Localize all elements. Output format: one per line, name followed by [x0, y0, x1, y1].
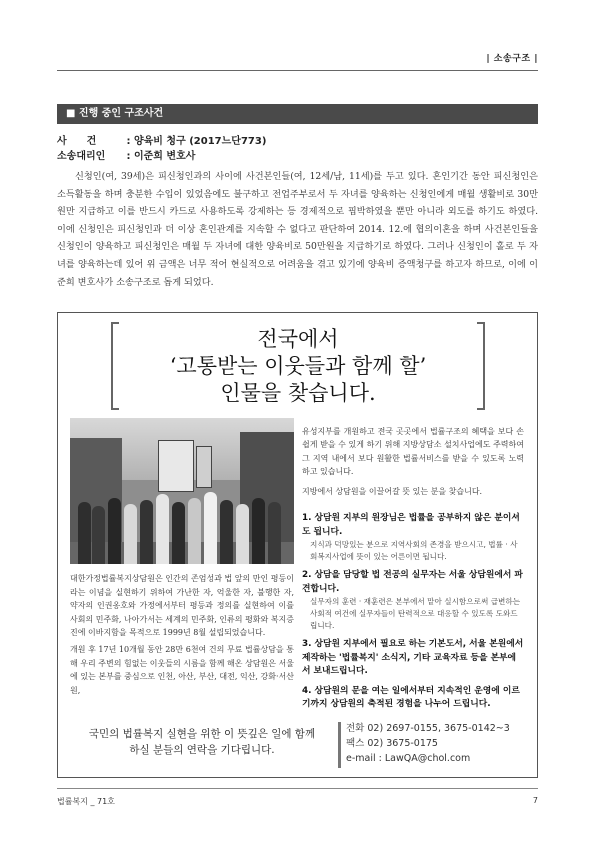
photo-person [268, 502, 281, 564]
case-row: 사 건 : 양육비 청구 (2017느단773) [57, 136, 267, 147]
item-title: 4. 상담원의 문을 여는 일에서부터 지속적인 운영에 이르기까지 상담원의 축적된 경험을 나누어 드립니다. [302, 685, 520, 709]
photo-person [140, 500, 153, 564]
ad-right-paragraph: 유성지부를 개원하고 전국 곳곳에서 법률구조의 혜택을 보다 손쉽게 받을 수 있게 하기 위해 지방상담소 설치사업에도 주력하여 그 지역 내에서 보다 원활한 법률서비스를 받을 수 있도록 노력하고 있습니다. [302, 427, 524, 477]
photo-signboard [158, 440, 194, 492]
item-description: 지식과 덕망있는 분으로 지역사회의 존경을 받으시고, 법률 · 사회복지사업에 뜻이 있는 어른이면 됩니다. [310, 540, 518, 561]
headline-line-3: 인물을 찾습니다. [220, 381, 376, 405]
footer-rule [57, 788, 538, 789]
agent-row: 소송대리인 : 이준희 변호사 [57, 151, 196, 162]
ad-left-paragraph: 대한가정법률복지상담원은 인간의 존엄성과 법 앞의 만인 평등이라는 이념을 실현하기 위하여 가난한 자, 억울한 자, 불행한 자, 약자의 인권옹호와 가정에서부터 평등과 정의를 실현하여 이를 사회의 민주화, 나아가서는 세계의 민주화, 인류의 평화와 복지증진에 이바지함을 목적으로 1999년 8월 설립되었습니다. [70, 574, 294, 638]
ad-right-column [302, 425, 524, 504]
header-rule [57, 70, 538, 71]
photo-person [172, 502, 185, 564]
contact-phone: 전화 02) 2697-0155, 3675-0142~3 [346, 723, 510, 734]
contact-email[interactable]: e-mail : LawQA@chol.com [346, 753, 471, 764]
list-item [302, 685, 524, 712]
ad-item-list [302, 512, 524, 718]
photo-person [204, 492, 217, 564]
section-title: ■ 진행 중인 구조사건 [57, 104, 538, 124]
list-item [302, 638, 524, 679]
case-label: 사 건 [57, 136, 97, 147]
ad-headline [111, 326, 485, 407]
section-tag: | 소송구조 | [486, 54, 538, 64]
photo-person [188, 498, 201, 564]
photo-person [108, 498, 121, 564]
item-title: 3. 상담원 지부에서 필요로 하는 기본도서, 서울 본원에서 제작하는 '법률복지' 소식지, 기타 교육자료 등을 본부에서 보내드립니다. [302, 639, 524, 676]
headline-line-1: 전국에서 [257, 327, 339, 351]
item-title: 2. 상담을 담당할 법 전공의 실무자는 서울 상담원에서 파견합니다. [302, 570, 523, 594]
ad-left-column [70, 572, 294, 700]
agent-value: 이준희 변호사 [133, 151, 196, 162]
contact-divider [338, 722, 341, 768]
photo-person [220, 500, 233, 564]
group-photo [70, 418, 294, 564]
agent-label: 소송대리인 [57, 151, 106, 162]
case-value: 양육비 청구 (2017느단773) [133, 136, 267, 147]
photo-person [252, 498, 265, 564]
ad-right-paragraph: 지방에서 상담원을 이끌어갈 뜻 있는 분을 찾습니다. [302, 486, 483, 496]
photo-person [156, 494, 169, 564]
footer-publication: 법률복지 _ 71호 [57, 797, 115, 806]
photo-person [92, 506, 105, 564]
photo-person [124, 504, 137, 564]
headline-line-2: ‘고통받는 이웃들과 함께 할’ [169, 354, 427, 378]
ad-left-paragraph: 개원 후 17년 10개월 동안 28만 6천여 건의 무료 법률상담을 통해 우리 주변의 힘없는 이웃들의 시름을 함께 해온 상담원은 서울에 있는 본부를 중심으로 인천, 아산, 부산, 대전, 익산, 강화·서산원, [70, 644, 294, 695]
case-meta [57, 134, 266, 164]
ad-closing: 국민의 법률복지 실현을 위한 이 뜻깊은 일에 함께 하실 분들의 연락을 기다립니다. [88, 728, 316, 756]
photo-person [236, 504, 249, 564]
contact-info [346, 721, 510, 766]
item-description: 실무자의 훈련 · 재훈련은 본부에서 맡아 실시함으로써 급변하는 사회적 여건에 실무자들이 탄력적으로 대응할 수 있도록 도와드립니다. [310, 597, 521, 630]
item-title: 1. 상담원 지부의 원장님은 법률을 공부하지 않은 분이셔도 됩니다. [302, 513, 520, 537]
page-number: 7 [532, 796, 538, 805]
contact-fax: 팩스 02) 3675-0175 [346, 738, 438, 749]
list-item [302, 512, 524, 563]
ad-headline-frame [111, 322, 485, 410]
photo-plaque [196, 446, 212, 488]
photo-person [78, 502, 91, 564]
list-item [302, 569, 524, 632]
case-body: 신청인(여, 39세)은 피신청인과의 사이에 사건본인들(여, 12세/남, 11세)를 두고 있다. 혼인기간 동안 피신청인은 소득활동을 하며 충분한 수입이 있었음에도 불구하고 전업주부로서 두 자녀를 양육하는 신청인에게 매월 생활비로 30만원만 지급하고 이를 반드시 카드로 사용하도록 강제하는 등 경제적으로 핍박하였을 뿐만 아니라 외도를 하기도 하였다. 이에 신청인은 피신청인과 더 이상 혼인관계를 지속할 수 없다고 판단하여 2014. 12.에 협의이혼을 하며 사건본인들을 신청인이 양육하고 피신청인은 매월 두 자녀에 대한 양육비로 50만원을 지급하기로 하였다. 그러나 신청인이 홀로 두 자녀를 양육하는데 있어 위 금액은 너무 적어 현실적으로 어려움을 겪고 있기에 양육비 증액청구를 하고자 하므로, 이에 이준희 변호사가 소송구조로 돕게 되었다. [57, 171, 538, 288]
